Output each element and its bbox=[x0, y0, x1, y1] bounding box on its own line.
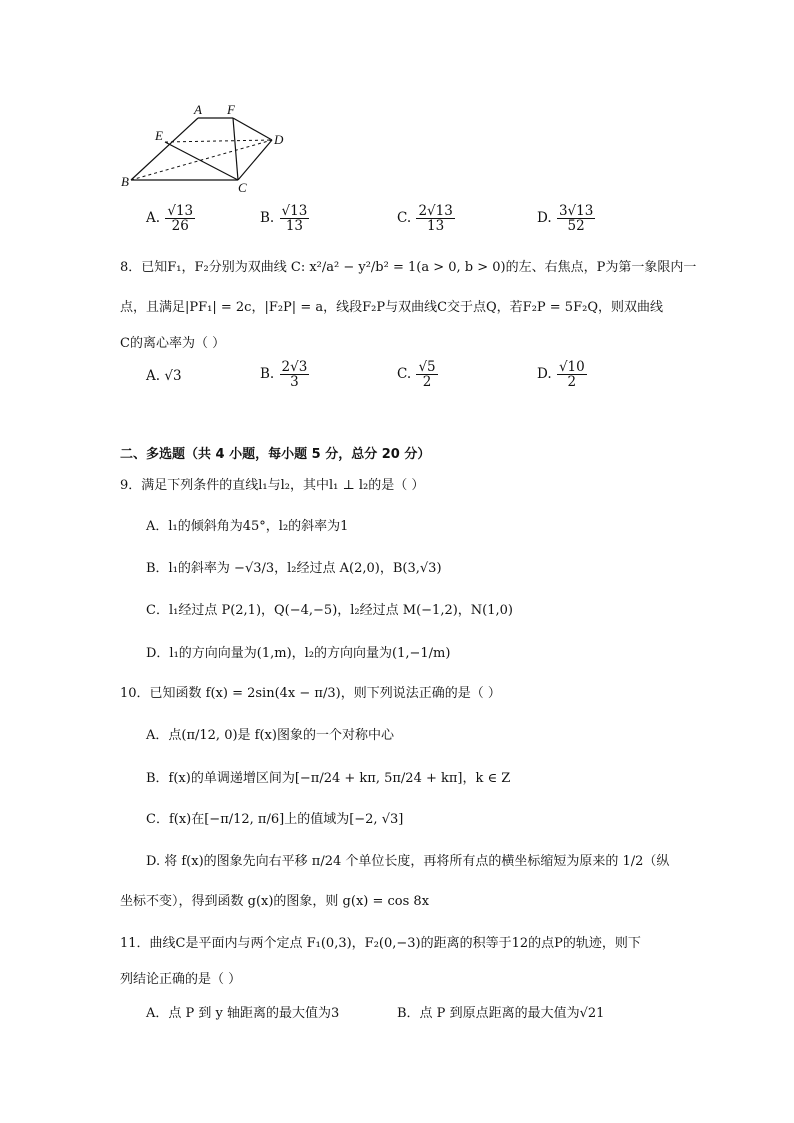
q9-option-b[interactable]: B．l₁的斜率为 −√3/3，l₂经过点 A(2,0)，B(3,√3) bbox=[146, 561, 442, 576]
edge-dc bbox=[238, 140, 272, 180]
q10-option-d-line1[interactable]: D. 将 f(x)的图象先向右平移 π/24 个单位长度，再将所有点的横坐标缩短为原来的 1/2（纵 bbox=[146, 854, 670, 869]
q10-stem: 10．已知函数 f(x) = 2sin(4x − π/3)，则下列说法正确的是（ ） bbox=[120, 686, 501, 701]
label-b: B bbox=[121, 174, 129, 189]
q8-line2: 点，且满足|PF₁| = 2c，|F₂P| = a，线段F₂P与双曲线C交于点Q，若F₂P = 5F₂Q，则双曲线 bbox=[120, 300, 663, 315]
q8-option-c[interactable]: C. $\frac{√5}{2}$ bbox=[397, 359, 436, 391]
q9-option-c[interactable]: C．l₁经过点 P(2,1)，Q(−4,−5)，l₂经过点 M(−1,2)，N(1,0) bbox=[146, 603, 513, 618]
q10-option-c[interactable]: C．f(x)在[−π/12, π/6]上的值域为[−2, √3] bbox=[146, 812, 404, 827]
geometry-figure bbox=[110, 100, 310, 195]
label-e: E bbox=[155, 128, 163, 143]
q7-option-b[interactable]: B. $\frac{√13}{13}$ bbox=[260, 203, 308, 235]
q9-option-a[interactable]: A．l₁的倾斜角为45°，l₂的斜率为1 bbox=[146, 519, 349, 534]
q11-option-a[interactable]: A．点 P 到 y 轴距离的最大值为3 bbox=[146, 1006, 340, 1021]
q7-option-d[interactable]: D. $\frac{3√13}{52}$ bbox=[537, 203, 594, 235]
q7-option-c[interactable]: C. $\frac{2√13}{13}$ bbox=[397, 203, 453, 235]
edge-fc bbox=[233, 118, 238, 180]
label-a: A bbox=[194, 102, 202, 117]
q8-option-a[interactable]: A. √3 bbox=[146, 368, 182, 384]
q8-option-d[interactable]: D. $\frac{√10}{2}$ bbox=[537, 359, 585, 391]
label-d: D bbox=[274, 132, 284, 147]
q11-option-b[interactable]: B．点 P 到原点距离的最大值为√21 bbox=[397, 1006, 605, 1021]
q9-option-d[interactable]: D．l₁的方向向量为(1,m)，l₂的方向向量为(1,−1/m) bbox=[146, 646, 451, 661]
q9-stem: 9．满足下列条件的直线l₁与l₂，其中l₁ ⊥ l₂的是（ ） bbox=[120, 478, 425, 493]
q8-option-b[interactable]: B. $\frac{2√3}{3}$ bbox=[260, 359, 308, 391]
q10-option-d-line2: 坐标不变），得到函数 g(x)的图象，则 g(x) = cos 8x bbox=[120, 894, 430, 909]
edge-fd bbox=[233, 118, 272, 140]
edge-ed-dashed bbox=[165, 140, 272, 142]
q10-option-a[interactable]: A．点(π/12, 0)是 f(x)图象的一个对称中心 bbox=[146, 728, 394, 743]
edge-ba bbox=[131, 118, 198, 180]
q8-line1: 8．已知F₁，F₂分别为双曲线 C: x²/a² − y²/b² = 1(a > 0, b > 0)的左、右焦点，P为第一象限内一 bbox=[120, 260, 697, 275]
section-title-multiple-choice: 二、多选题（共 4 小题，每小题 5 分，总分 20 分） bbox=[120, 447, 431, 462]
q11-line2: 列结论正确的是（ ） bbox=[120, 972, 242, 987]
q8-line3: C的离心率为（ ） bbox=[120, 336, 226, 351]
label-f: F bbox=[227, 102, 235, 117]
label-c: C bbox=[238, 180, 247, 195]
edge-ec bbox=[165, 142, 238, 180]
q10-option-b[interactable]: B．f(x)的单调递增区间为[−π/24 + kπ, 5π/24 + kπ]，k ∈ Z bbox=[146, 771, 511, 786]
q11-line1: 11．曲线C是平面内与两个定点 F₁(0,3)，F₂(0,−3)的距离的积等于12的点P的轨迹，则下 bbox=[120, 936, 641, 951]
q7-option-a[interactable]: A. $\frac{√13}{26}$ bbox=[146, 203, 194, 235]
